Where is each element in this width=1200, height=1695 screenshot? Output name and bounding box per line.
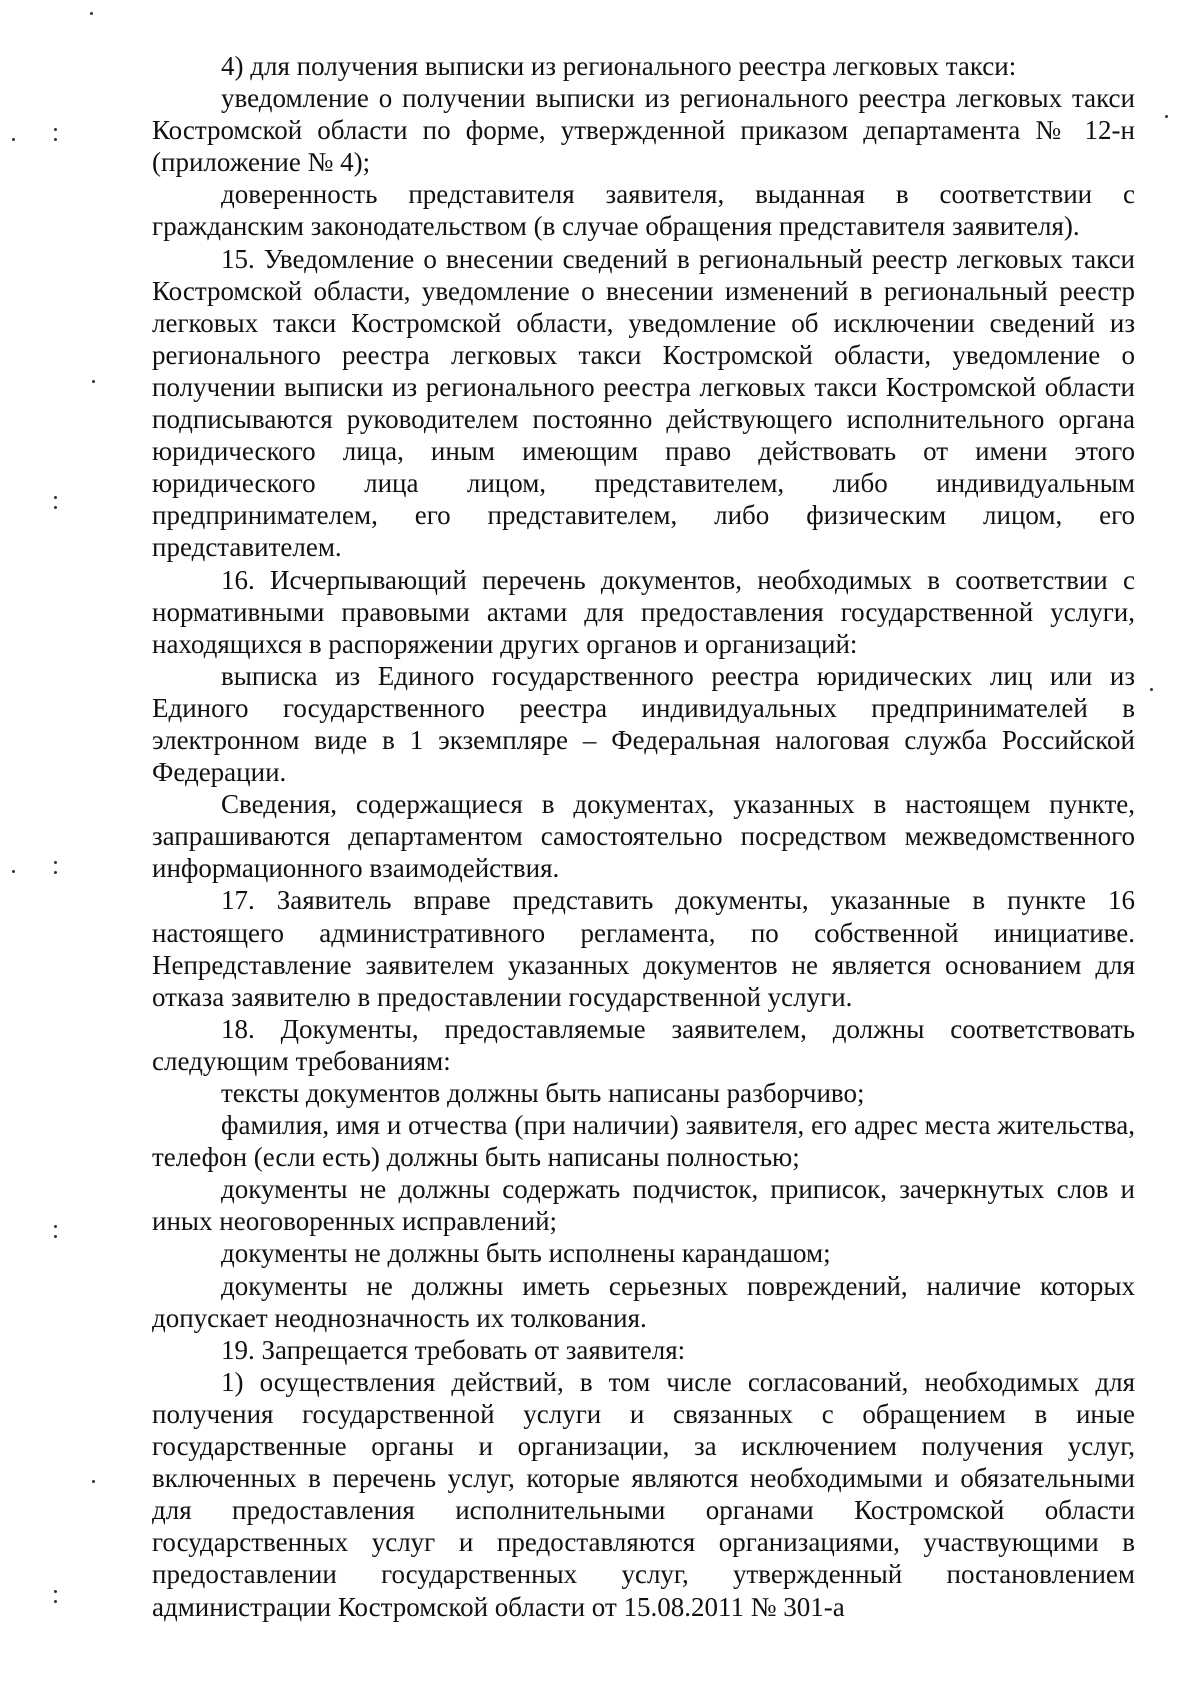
paragraph-extract-notification: уведомление о получении выписки из регионального реестра легковых такси Костромской области по форме, утвержденной приказом департамента № 12-н (приложение № 4); xyxy=(152,83,1135,178)
paragraph-requirement-no-erasures: документы не должны содержать подчисток, приписок, зачеркнутых слов и иных неоговоренных исправлений; xyxy=(152,1174,1135,1237)
margin-speck xyxy=(92,380,95,383)
margin-speck xyxy=(92,1480,95,1483)
paragraph-item-4-extract: 4) для получения выписки из регионального реестра легковых такси: xyxy=(221,51,1017,81)
paragraph-interagency-request: Сведения, содержащиеся в документах, указанных в настоящем пункте, запрашиваются департаментом самостоятельно посредством межведомственного информационного взаимодействия. xyxy=(152,789,1135,884)
paragraph-requirement-no-pencil: документы не должны быть исполнены карандашом; xyxy=(221,1238,831,1269)
margin-speck xyxy=(54,496,57,499)
paragraph-requirement-no-damage: документы не должны иметь серьезных повреждений, наличие которых допускает неоднозначность их толкования. xyxy=(152,1270,1135,1333)
paragraph-requirement-legible: тексты документов должны быть написаны разборчиво; xyxy=(221,1078,865,1108)
paragraph-power-of-attorney: доверенность представителя заявителя, выданная в соответствии с гражданским законодательством (в случае обращения представителя заявителя). xyxy=(152,179,1135,242)
paragraph-15: 15. Уведомление о внесении сведений в региональный реестр легковых такси Костромской области, уведомление о внесении изменений в региональный реестр легковых такси Костромской области, уведомление об исключении сведений из регионального реестра легковых такси Костромской области, уведомление о получении выписки из регионального реестра легковых такси Костромской области подписываются руководителем постоянно действующего исполнительного органа юридического лица, иным имеющим право действовать от имени этого юридического лица лицом, представителем, либо индивидуальным предпринимателем, его представителем, либо физическим лицом, его представителем. xyxy=(152,243,1135,563)
paragraph-19-item-1: 1) осуществления действий, в том числе согласований, необходимых для получения государственной услуги и связанных с обращением в иные государственные органы и организации, за исключением получения услуг, включенных в перечень услуг, которые являются необходимыми и обязательными для предоставления исполнительными органами Костромской области государственных услуг и предоставляются организациями, участвующими в предоставлении государственных услуг, утвержденный постановлением администрации Костромской области от 15.08.2011 № 301-а xyxy=(152,1366,1135,1622)
margin-speck xyxy=(90,12,93,15)
margin-speck xyxy=(1150,688,1153,691)
paragraph-17: 17. Заявитель вправе представить документы, указанные в пункте 16 настоящего административного регламента, по собственной инициативе. Непредставление заявителем указанных документов не является основанием для отказа заявителю в предоставлении государственной услуги. xyxy=(152,885,1135,1012)
margin-speck xyxy=(54,861,57,864)
margin-speck xyxy=(54,1235,57,1238)
margin-speck xyxy=(54,1600,57,1603)
paragraph-16: 16. Исчерпывающий перечень документов, необходимых в соответствии с нормативными правовыми актами для предоставления государственной услуги, находящихся в распоряжении других органов и организаций: xyxy=(152,564,1135,659)
margin-speck xyxy=(12,138,15,141)
margin-speck xyxy=(54,871,57,874)
margin-speck xyxy=(54,138,57,141)
margin-speck xyxy=(54,1225,57,1228)
document-page xyxy=(152,50,1135,1623)
margin-speck xyxy=(12,870,15,873)
paragraph-requirement-full-name: фамилия, имя и отчества (при наличии) заявителя, его адрес места жительства, телефон (если есть) должны быть написаны полностью; xyxy=(152,1110,1135,1173)
paragraph-19: 19. Запрещается требовать от заявителя: xyxy=(221,1334,686,1365)
paragraph-egrul-extract: выписка из Единого государственного реестра юридических лиц или из Единого государственного реестра индивидуальных предпринимателей в электронном виде в 1 экземпляре – Федеральная налоговая служба Российской Федерации. xyxy=(152,660,1135,788)
margin-speck xyxy=(54,1590,57,1593)
paragraph-18: 18. Документы, предоставляемые заявителем, должны соответствовать следующим требованиям: xyxy=(152,1013,1135,1076)
margin-speck xyxy=(54,128,57,131)
margin-speck xyxy=(54,506,57,509)
margin-speck xyxy=(1165,115,1168,118)
